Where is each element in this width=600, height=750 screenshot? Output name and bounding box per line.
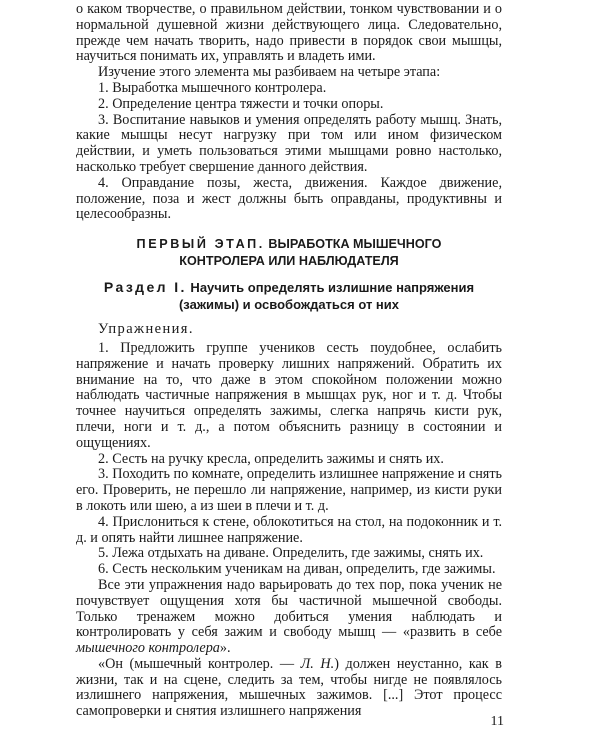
quote-paragraph — [76, 657, 502, 720]
section-heading-spaced: Раздел I. — [103, 279, 187, 296]
exercise-item: 4. Прислониться к стене, облокотиться на стол, на подоконник и т. д. и опять найти лишнее напряжение. — [76, 513, 502, 546]
section-heading-rest: Научить определять излишние напряжения — [186, 280, 475, 296]
page-number: 11 — [490, 714, 504, 729]
exercise-item: 5. Лежа отдыхать на диване. Определить, где зажимы, снять их. — [98, 545, 484, 562]
chapter-heading-spaced: ПЕРВЫЙ ЭТАП. — [136, 237, 265, 252]
chapter-heading-line2: КОНТРОЛЕРА ИЛИ НАБЛЮДАТЕЛЯ — [179, 254, 399, 269]
exercise-item: 2. Сесть на ручку кресла, определить зажимы и снять их. — [98, 450, 444, 467]
intro-paragraph: о каком творчестве, о правильном действии, тонком чувствовании и о нормальной душевной жизни действующего лица. Следовательно, прежде чем начать творить, надо привести в порядок свои мышцы, научиться понимать их, управлять и владеть ими. — [76, 1, 502, 65]
closing-text: Все эти упражнения надо варьировать до тех пор, пока ученик не почувствует ощущения хотя бы частичной мышечной свободы. Только тренажем можно добиться умения наблюдать и контролировать у себя зажим и свободу мышц — «развить в себе — [76, 576, 502, 641]
closing-end: ». — [219, 640, 231, 657]
exercises-heading: Упражнения. — [98, 321, 194, 338]
section-heading-line2: (зажимы) и освобождаться от них — [178, 297, 400, 313]
stage-item: 3. Воспитание навыков и умения определять работу мышц. Знать, какие мышцы несут нагрузку при том или ином физическом действии, и уметь пользоваться этими мышцами ровно настолько, насколько требует свершение данного действия. — [76, 111, 502, 175]
chapter-heading — [76, 236, 502, 270]
page-body — [76, 2, 502, 720]
quote-rest: ) должен неустанно, как в жизни, так и на сцене, следить за тем, чтобы нигде не появлялось излишнего напряжения, мышечных зажимов. [...] Этот процесс самопроверки и снятия излишнего напряжения — [76, 655, 502, 720]
stage-item: 1. Выработка мышечного контролера. — [98, 79, 327, 96]
closing-emphasis: мышечного контролера — [76, 640, 220, 657]
exercise-item: 1. Предложить группе учеников сесть поудобнее, ослабить напряжение и начать проверку лишних напряжений. Обратить их внимание на то, что даже в этом спокойном положении можно наблюдать частичные напряжения в мышцах рук, ног и т. д. Чтобы точнее научиться определять зажимы, слегка напрячь кисти рук, плечи, ноги и т. д., а потом объяснить разницу в состоянии и ощущениях. — [76, 339, 502, 451]
stage-item: 2. Определение центра тяжести и точки опоры. — [98, 95, 384, 112]
section-heading — [76, 279, 502, 313]
closing-paragraph — [76, 578, 502, 657]
quote-open: «Он (мышечный контролер. — — [98, 655, 301, 672]
exercise-item: 6. Сесть нескольким ученикам на диван, определить, где зажимы. — [98, 561, 496, 578]
quote-author: Л. Н. — [300, 655, 335, 672]
chapter-heading-rest: ВЫРАБОТКА МЫШЕЧНОГО — [264, 237, 442, 252]
stages-intro: Изучение этого элемента мы разбиваем на четыре этапа: — [98, 64, 441, 81]
exercise-item: 3. Походить по комнате, определить излишнее напряжение и снять его. Проверить, не перешло ли напряжение, например, из кисти руки в локоть или шею, а из шеи в плечи и т. д. — [76, 466, 502, 514]
stage-item: 4. Оправдание позы, жеста, движения. Каждое движение, положение, поза и жест должны быть оправданы, продуктивны и целесообразны. — [76, 174, 502, 223]
